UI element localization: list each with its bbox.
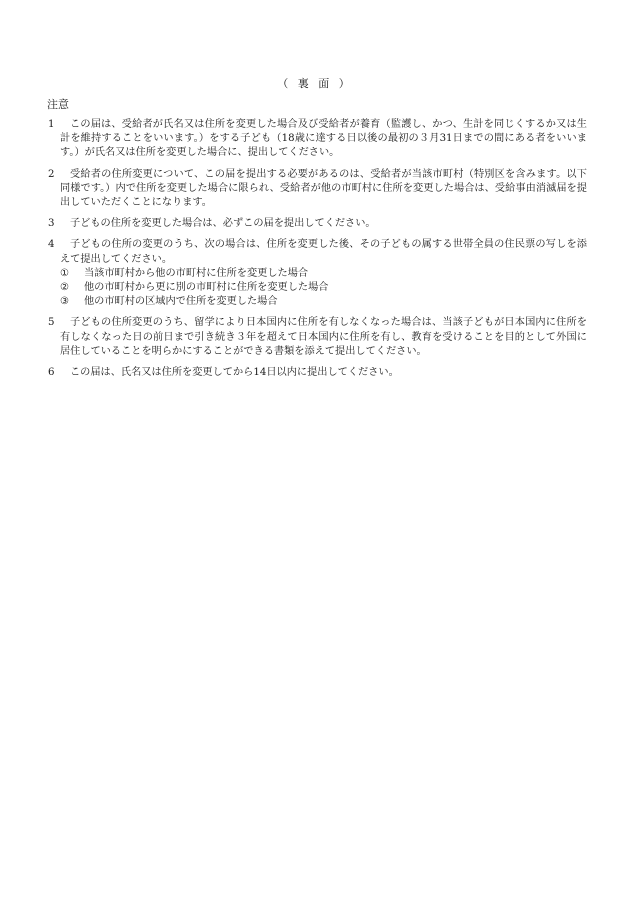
sub-item-marker: ② — [60, 282, 70, 294]
note-sub-item-3 — [60, 295, 587, 309]
note-number: 1 — [48, 119, 55, 130]
notes-list — [47, 118, 587, 387]
note-number: 2 — [48, 168, 55, 180]
note-item-3 — [47, 217, 587, 231]
note-number: 3 — [48, 218, 55, 230]
note-sub-item-2 — [60, 281, 587, 295]
note-text: 受給者の住所変更について、この届を提出する必要があるのは、受給者が当該市町村（特別区を含みます。以下同様です。）内で住所を変更した場合に限られ、受給者が他の市町村に住所を変更した場合は、受給事由消滅届を提出していただくことになります。 — [60, 168, 587, 209]
sub-item-marker: ① — [60, 267, 70, 279]
note-text: 子どもの住所変更のうち、留学により日本国内に住所を有しなくなった場合は、当該子どもが日本国内に住所を有しなくなった日の前日まで引き続き３年を超えて日本国内に住所を有し、教育を受けることを目的として外国に居住していることを明らかにすることができる書類を添えて提出してください。 — [60, 317, 587, 357]
note-item-5 — [47, 316, 587, 359]
note-text: この届は、氏名又は住所を変更してから14日以内に提出してください。 — [70, 367, 399, 379]
note-sub-item-1 — [60, 267, 587, 281]
note-item-6 — [47, 366, 587, 380]
note-item-1 — [47, 118, 587, 161]
note-number: 4 — [48, 239, 55, 251]
note-number: 6 — [48, 367, 55, 379]
note-text: この届は、受給者が氏名又は住所を変更した場合及び受給者が養育（監護し、かつ、生計を同じくするか又は生計を維持することをいいます。）をする子ども（18歳に達する日以後の最初の３月31日までの間にある者をいいます。）が氏名又は住所を変更した場合に、提出してください。 — [60, 119, 587, 159]
note-sub-list — [60, 267, 587, 310]
sub-item-text: 当該市町村から他の市町村に住所を変更した場合 — [84, 267, 309, 279]
sub-item-marker: ③ — [60, 296, 70, 308]
note-item-4 — [47, 238, 587, 309]
note-item-2 — [47, 168, 587, 211]
page-side-title: （ 裏 面 ） — [277, 77, 353, 90]
notes-heading: 注意 — [47, 98, 69, 111]
note-text: 子どもの住所を変更した場合は、必ずこの届を提出してください。 — [70, 218, 376, 230]
note-number: 5 — [48, 317, 55, 329]
sub-item-text: 他の市町村の区域内で住所を変更した場合 — [84, 296, 278, 308]
note-text: 子どもの住所の変更のうち、次の場合は、住所を変更した後、その子どもの属する世帯全員の住民票の写しを添えて提出してください。 — [60, 239, 587, 265]
sub-item-text: 他の市町村から更に別の市町村に住所を変更した場合 — [84, 282, 329, 294]
